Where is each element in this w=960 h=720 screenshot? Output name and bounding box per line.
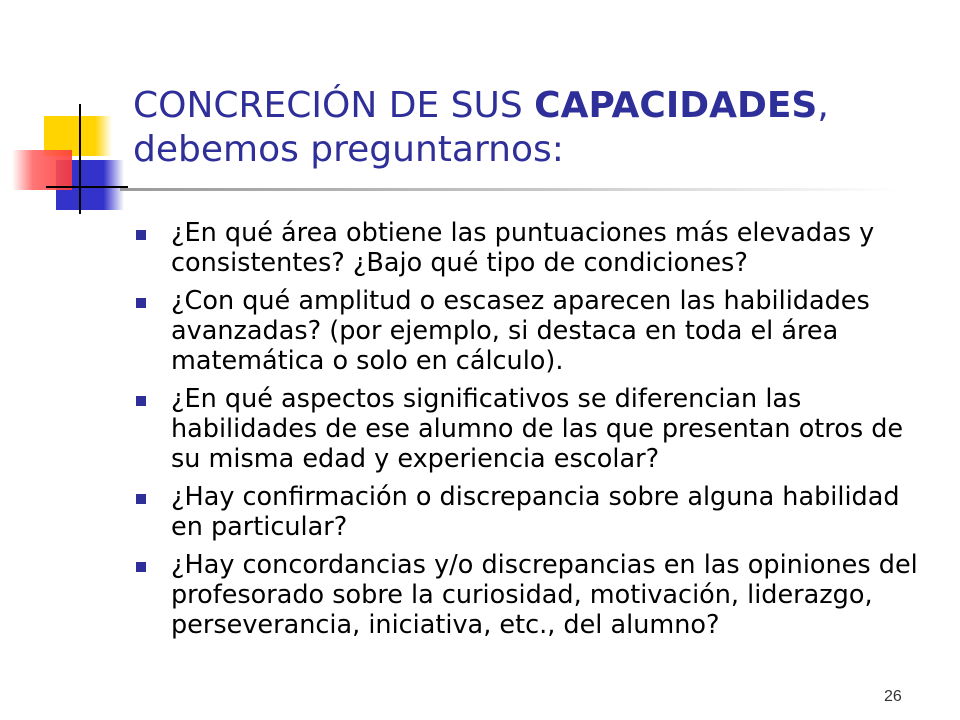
title-suffix: , (817, 85, 829, 126)
bullet-item (133, 550, 933, 640)
bullet-text: ¿Hay concordancias y/o discrepancias en las opiniones del profesorado sobre la curiosidad, motivación, liderazgo, perseverancia, iniciativa, etc., del alumno? (171, 550, 918, 640)
slide-logo (0, 0, 130, 230)
bullet-item (133, 482, 933, 542)
logo-horizontal-line (46, 186, 128, 188)
bullet-text: ¿En qué aspectos significativos se diferencian las habilidades de ese alumno de las que presentan otros de su misma edad y experiencia escolar? (171, 384, 904, 474)
title-line2: debemos preguntarnos: (133, 129, 564, 170)
bullet-item (133, 218, 933, 278)
bullet-text: ¿En qué área obtiene las puntuaciones más elevadas y consistentes? ¿Bajo qué tipo de condiciones? (171, 218, 875, 278)
bullet-list (133, 218, 933, 648)
square-bullet-icon (136, 298, 146, 308)
logo-red-square (12, 150, 72, 190)
bullet-item (133, 286, 933, 376)
title-divider (120, 188, 900, 191)
square-bullet-icon (136, 396, 146, 406)
bullet-text: ¿Hay confirmación o discrepancia sobre alguna habilidad en particular? (171, 482, 900, 542)
bullet-text: ¿Con qué amplitud o escasez aparecen las habilidades avanzadas? (por ejemplo, si destaca en toda el área matemática o solo en cálculo). (171, 286, 870, 376)
logo-vertical-line (79, 104, 81, 214)
square-bullet-icon (136, 562, 146, 572)
square-bullet-icon (136, 230, 146, 240)
square-bullet-icon (136, 494, 146, 504)
title-bold: CAPACIDADES (534, 85, 818, 126)
slide-title (133, 84, 933, 172)
bullet-item (133, 384, 933, 474)
title-prefix: CONCRECIÓN DE SUS (133, 85, 535, 126)
page-number: 26 (884, 688, 902, 705)
